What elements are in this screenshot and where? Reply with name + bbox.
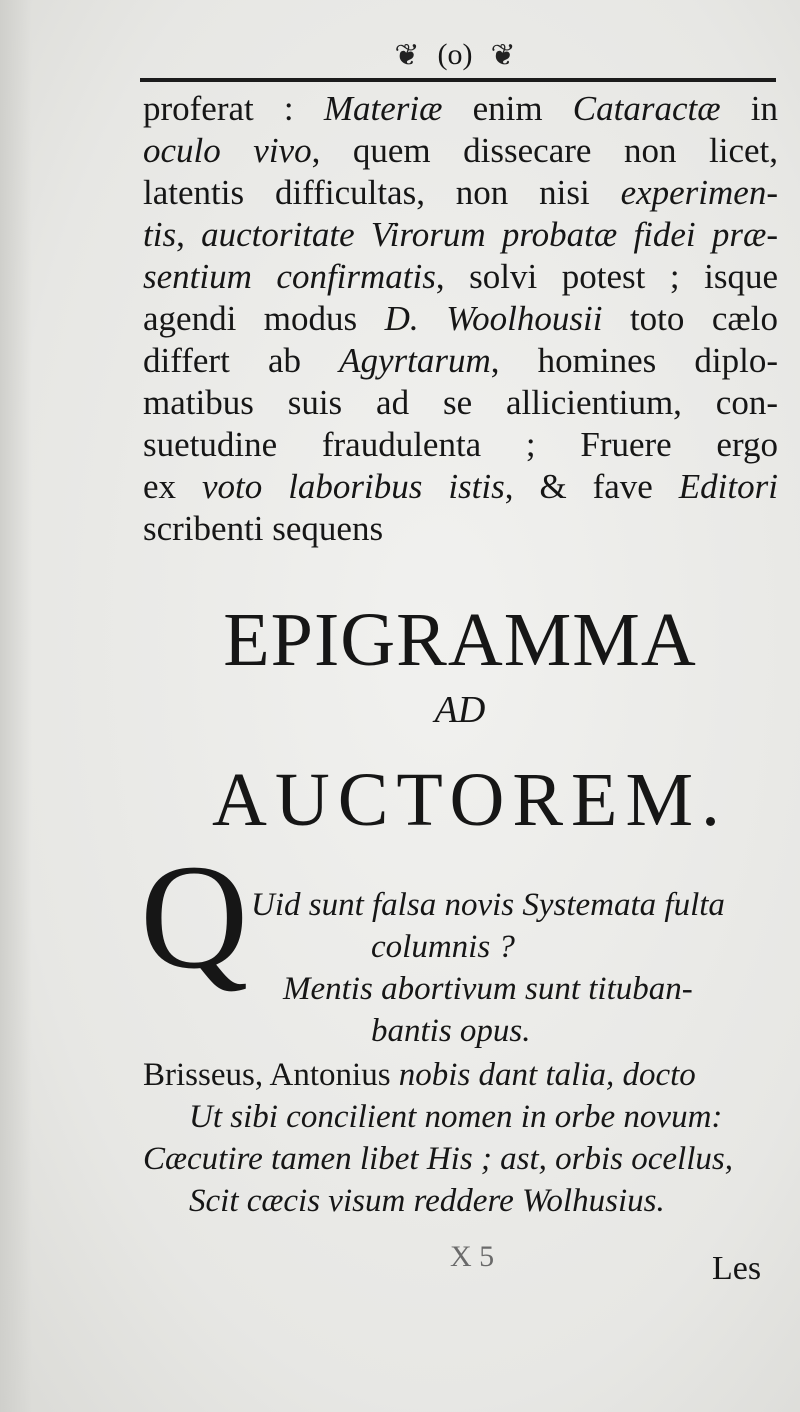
body-text (143, 88, 778, 550)
title-auctorem: AUCTOREM. (211, 758, 729, 842)
poem-line: Cæcutire tamen libet His ; ast, orbis ocellus, (143, 1141, 733, 1177)
body-line: differt ab Agyrtarum, homines diplo- (143, 341, 778, 380)
title-ad: AD (434, 689, 486, 731)
poem-line: Ut sibi concilient nomen in orbe novum: (189, 1099, 723, 1135)
body-line: oculo vivo, quem dissecare non licet, (143, 131, 778, 170)
catchword: Les (712, 1250, 762, 1287)
body-line: proferat : Materiæ enim Cataractæ in (143, 89, 778, 128)
body-line: ex voto laboribus istis, & fave Editori (143, 467, 778, 506)
poem-line: columnis ? (371, 929, 515, 965)
running-head (340, 30, 570, 80)
poem-line: Brisseus, Antonius nobis dant talia, docto (143, 1057, 696, 1093)
body-line: suetudine fraudulenta ; Fruere ergo (143, 425, 778, 464)
title-epigramma: EPIGRAMMA (223, 598, 697, 682)
ornament-right-icon: ❦ (490, 37, 516, 73)
body-line: matibus suis ad se allicientium, con- (143, 383, 778, 422)
page-number: (o) (437, 38, 473, 71)
poem-line: Mentis abortivum sunt tituban- (283, 971, 693, 1007)
body-line: agendi modus D. Woolhousii toto cælo (143, 299, 779, 338)
body-line: tis, auctoritate Virorum probatæ fidei præ- (143, 215, 779, 254)
header-rule (140, 78, 776, 82)
epigram-poem (143, 884, 783, 1222)
poem-line: Scit cæcis visum reddere Wolhusius. (189, 1183, 665, 1219)
ornament-left-icon: ❦ (394, 37, 420, 73)
body-line: scribenti sequens (143, 509, 384, 548)
signature-mark: X 5 (450, 1240, 495, 1273)
body-line: latentis difficultas, non nisi experimen- (143, 173, 778, 212)
body-line: sentium confirmatis, solvi potest ; isque (143, 257, 778, 296)
drop-capital: Q (140, 834, 249, 1000)
poem-line: Uid sunt falsa novis Systemata fulta (251, 887, 725, 923)
poem-line: bantis opus. (371, 1013, 531, 1049)
spine-shadow (0, 0, 32, 1412)
